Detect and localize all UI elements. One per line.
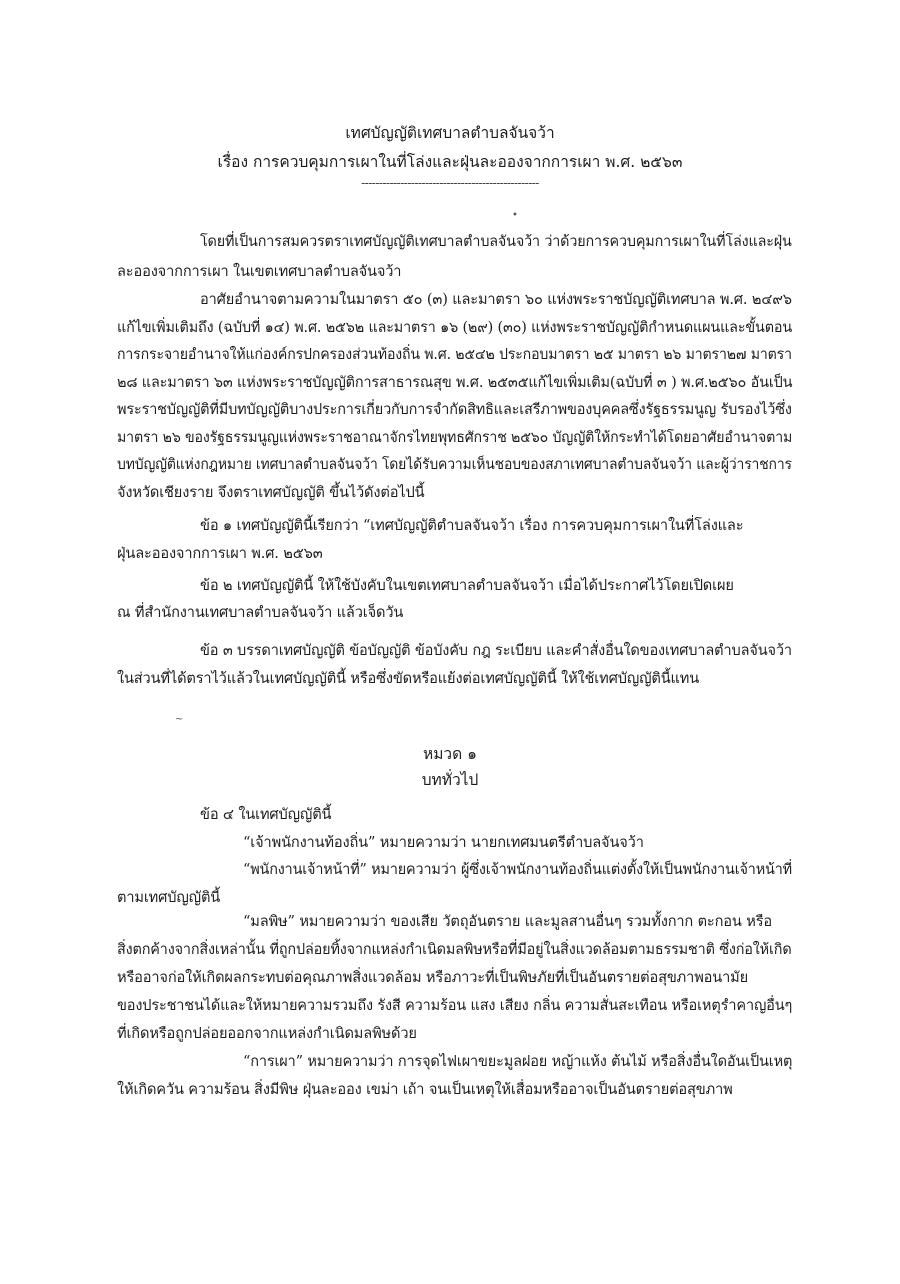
definition-line: ตามเทศบัญญัตินี้ xyxy=(117,889,221,906)
clause-line: ข้อ ๒ เทศบัญญัตินี้ ให้ใช้บังคับในเขตเทศบาลตำบลจันจว้า เมื่อได้ประกาศไว้โดยเปิดเผย xyxy=(200,577,734,594)
clause-line: ข้อ ๑ เทศบัญญัตินี้เรียกว่า “เทศบัญญัติตำบลจันจว้า เรื่อง การควบคุมการเผาในที่โล่งและ xyxy=(200,517,744,534)
clause-line: ณ ที่สำนักงานเทศบาลตำบลจันจว้า แล้วเจ็ดวัน xyxy=(117,604,404,621)
definition-line: “การเผา” หมายความว่า การจุดไฟเผาขยะมูลฝอย หญ้าแห้ง ต้นไม้ หรือสิ่งอื่นใดอันเป็นเหตุ xyxy=(243,1053,793,1070)
preamble-line: จังหวัดเชียงราย จึงตราเทศบัญญัติ ขึ้นไว้ดังต่อไปนี้ xyxy=(117,484,425,501)
chapter-name: บททั่วไป xyxy=(421,771,479,789)
definition-line: ให้เกิดควัน ความร้อน สิ่งมีพิษ ฝุ่นละออง เขม่า เถ้า จนเป็นเหตุให้เสื่อมหรืออาจเป็นอันตรายต่อสุขภาพ xyxy=(117,1081,733,1098)
chapter-number: หมวด ๑ xyxy=(423,745,477,763)
clause-line: ในส่วนที่ได้ตราไว้แล้วในเทศบัญญัตินี้ หรือซึ่งขัดหรือแย้งต่อเทศบัญญัตินี้ ให้ใช้เทศบัญญัตินี้แทน xyxy=(117,670,700,687)
scan-speck: • xyxy=(512,210,518,221)
clause-line: ฝุ่นละอองจากการเผา พ.ศ. ๒๕๖๓ xyxy=(117,545,323,562)
preamble-line: ๒๘ และมาตรา ๖๓ แห่งพระราชบัญญัติการสาธารณสุข พ.ศ. ๒๕๓๕แก้ไขเพิ่มเติม(ฉบับที่ ๓ ) พ.ศ.๒๕๖๐ อันเป็น xyxy=(117,374,793,391)
title-divider: -------------------------------------------------- xyxy=(361,176,539,190)
preamble-line: บทบัญญัติแห่งกฎหมาย เทศบาลตำบลจันจว้า โดยได้รับความเห็นชอบของสภาเทศบาลตำบลจันจว้า และผู้ว่าราชการ xyxy=(117,456,792,473)
definition-line: “พนักงานเจ้าหน้าที่” หมายความว่า ผู้ซึ่งเจ้าพนักงานท้องถิ่นแต่งตั้งให้เป็นพนักงานเจ้าหน้าที่ xyxy=(243,861,792,878)
preamble-line: โดยที่เป็นการสมควรตราเทศบัญญัติเทศบาลตำบลจันจว้า ว่าด้วยการควบคุมการเผาในที่โล่งและฝุ่น xyxy=(200,233,792,250)
definition-line: ข้อ ๔ ในเทศบัญญัตินี้ xyxy=(200,806,332,823)
definition-line: ของประชาชนได้และให้หมายความรวมถึง รังสี ความร้อน แสง เสียง กลิ่น ความสั่นสะเทือน หรือเหตุรำคาญอื่นๆ xyxy=(117,997,793,1014)
preamble-line: พระราชบัญญัติที่มีบทบัญญัติบางประการเกี่ยวกับการจำกัดสิทธิและเสรีภาพของบุคคลซึ่งรัฐธรรมนูญ รับรองไว้ซึ่ง xyxy=(117,401,792,418)
definition-line: สิ่งตกค้างจากสิ่งเหล่านั้น ที่ถูกปล่อยทิ้งจากแหล่งกำเนิดมลพิษหรือที่มีอยู่ในสิ่งแวดล้อมตามธรรมชาติ ซึ่งก่อให้เกิด xyxy=(117,941,792,958)
preamble-line: การกระจายอำนาจให้แก่องค์กรปกครองส่วนท้องถิ่น พ.ศ. ๒๕๔๒ ประกอบมาตรา ๒๕ มาตรา ๒๖ มาตรา๒๗ มาตรา xyxy=(117,346,792,363)
document-subject: เรื่อง การควบคุมการเผาในที่โล่งและฝุ่นละอองจากการเผา พ.ศ. ๒๕๖๓ xyxy=(217,153,683,171)
clause-line: ข้อ ๓ บรรดาเทศบัญญัติ ข้อบัญญัติ ข้อบังคับ กฎ ระเบียบ และคำสั่งอื่นใดของเทศบาลตำบลจันจว้า xyxy=(200,642,792,659)
preamble-line: มาตรา ๒๖ ของรัฐธรรมนูญแห่งพระราชอาณาจักรไทยพุทธศักราช ๒๕๖๐ บัญญัติให้กระทำได้โดยอาศัยอำนาจตาม xyxy=(117,429,793,446)
document-title: เทศบัญญัติเทศบาลตำบลจันจว้า xyxy=(345,124,555,142)
definition-line: “เจ้าพนักงานท้องถิ่น” หมายความว่า นายกเทศมนตรีตำบลจันจว้า xyxy=(243,834,644,851)
preamble-line: ละอองจากการเผา ในเขตเทศบาลตำบลจันจว้า xyxy=(117,263,402,280)
definition-line: หรืออาจก่อให้เกิดผลกระทบต่อคุณภาพสิ่งแวดล้อม หรือภาวะที่เป็นพิษภัยที่เป็นอันตรายต่อสุขภาพอนามัย xyxy=(117,969,749,986)
preamble-line: แก้ไขเพิ่มเติมถึง (ฉบับที่ ๑๔) พ.ศ. ๒๕๖๒ และมาตรา ๑๖ (๒๙) (๓๐) แห่งพระราชบัญญัติกำหนดแผนและขั้นตอน xyxy=(117,319,793,336)
preamble-line: อาศัยอำนาจตามความในมาตรา ๕๐ (๓) และมาตรา ๖๐ แห่งพระราชบัญญัติเทศบาล พ.ศ. ๒๔๙๖ xyxy=(200,291,792,308)
definition-line: ที่เกิดหรือถูกปล่อยออกจากแหล่งกำเนิดมลพิษด้วย xyxy=(117,1025,417,1042)
scan-speck: ~ xyxy=(175,714,184,725)
definition-line: “มลพิษ” หมายความว่า ของเสีย วัตถุอันตราย และมูลสานอื่นๆ รวมทั้งกาก ตะกอน หรือ xyxy=(243,913,773,930)
